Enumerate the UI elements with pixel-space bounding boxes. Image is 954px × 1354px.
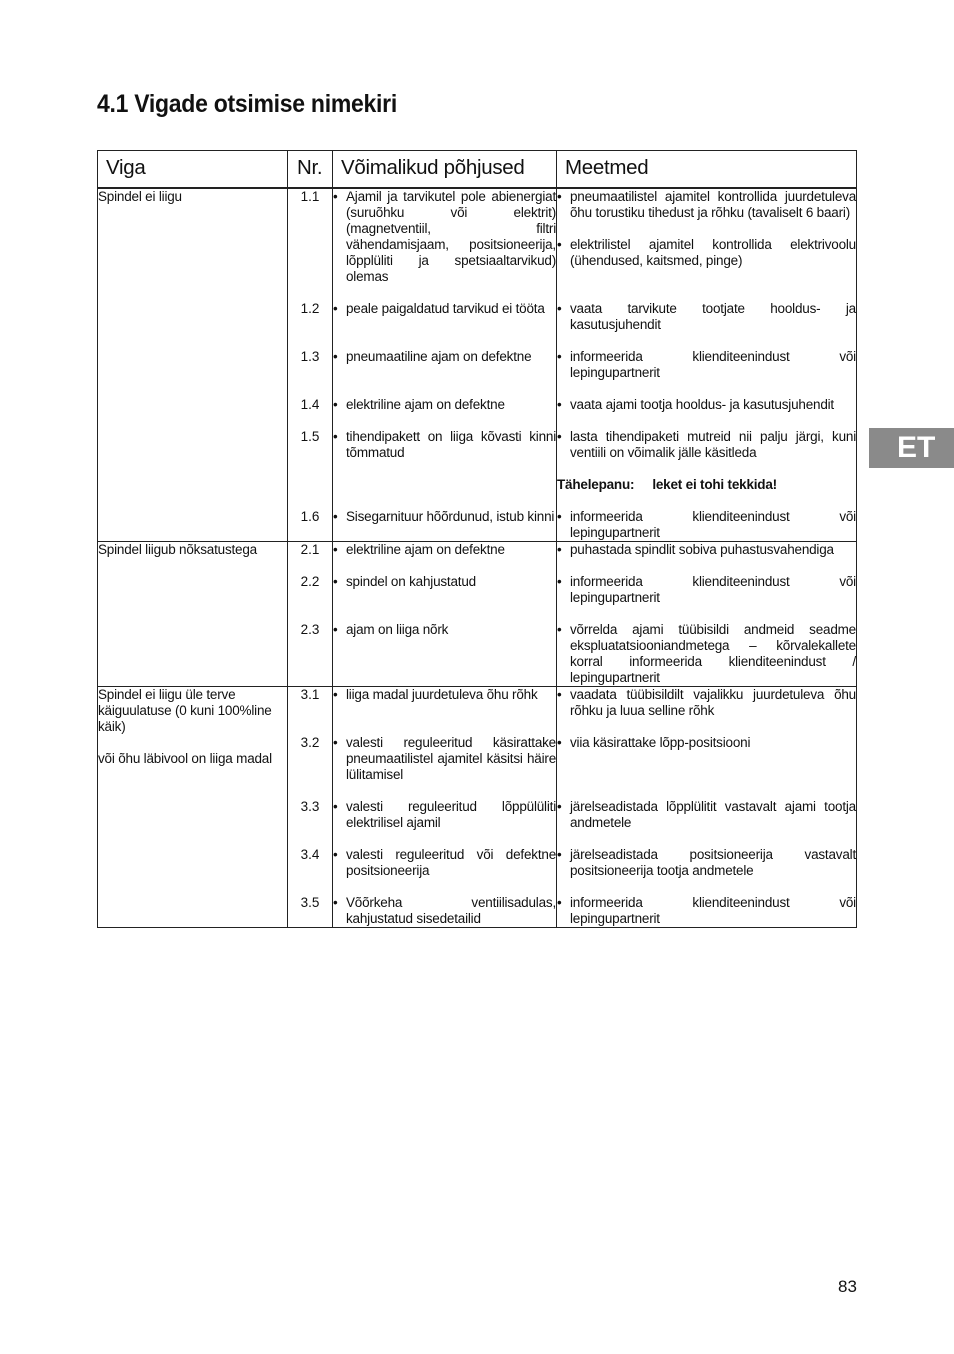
nr-cell	[288, 686, 333, 927]
row-number: 3.4	[300, 846, 320, 862]
fault-text: Spindel liigub nõksatustega	[98, 541, 257, 557]
measure-group	[557, 622, 856, 686]
cause-group	[333, 687, 556, 719]
cause-item-text: Ajamil ja tarvikutel pole abienergiat (suruõhku või elektrit) (magnetventiil, filtri vähendamisjaam, positsioneerija, lõpplüliti ja spetsiaaltarvikud) olemas	[346, 188, 556, 284]
measure-item	[557, 574, 856, 606]
measure-item	[557, 735, 856, 751]
cause-group	[333, 301, 556, 333]
bullet-icon: •	[557, 508, 562, 524]
fault-cell	[98, 686, 288, 927]
measure-item-text: järelseadistada lõpplülitit vastavalt ajami tootja andmetele	[570, 798, 856, 830]
warning-text: leket ei tohi tekkida!	[652, 476, 777, 492]
measure-group	[557, 735, 856, 783]
cause-item-text: tihendipakett on liiga kõvasti kinni tõmmatud	[346, 428, 556, 460]
cause-item-text: valesti reguleeritud või defektne positsioneerija	[346, 846, 556, 878]
causes-cell	[333, 686, 557, 927]
causes-cell	[333, 541, 557, 686]
measure-group	[557, 509, 856, 541]
measure-item	[557, 189, 856, 221]
cause-item-text: Võõrkeha ventiilisadulas, kahjustatud sisedetailid	[346, 894, 556, 926]
bullet-icon: •	[557, 428, 562, 444]
cause-item-text: pneumaatiline ajam on defektne	[346, 348, 532, 364]
cause-item	[333, 189, 556, 285]
measure-item-text: informeerida klienditeenindust või lepingupartnerit	[570, 348, 856, 380]
bullet-icon: •	[557, 686, 562, 702]
row-number: 1.1	[300, 188, 320, 204]
bullet-icon: •	[333, 798, 338, 814]
bullet-icon: •	[557, 236, 562, 252]
bullet-icon: •	[557, 621, 562, 637]
fault-text: või õhu läbivool on liiga madal	[98, 750, 272, 766]
measure-group	[557, 349, 856, 381]
measure-item	[557, 429, 856, 461]
nr-cell	[288, 541, 333, 686]
measure-group	[557, 687, 856, 719]
cause-item-text: peale paigaldatud tarvikud ei tööta	[346, 300, 545, 316]
cause-item	[333, 799, 556, 831]
cause-item	[333, 397, 556, 413]
row-number: 2.1	[300, 541, 320, 557]
measures-cell	[557, 188, 857, 542]
cause-item	[333, 687, 556, 703]
fault-text: Spindel ei liigu	[98, 188, 182, 204]
cause-group	[333, 574, 556, 606]
bullet-icon: •	[333, 846, 338, 862]
cause-item	[333, 349, 556, 365]
bullet-icon: •	[557, 541, 562, 557]
cause-item	[333, 301, 556, 317]
cause-item	[333, 574, 556, 590]
cause-item-text: Sisegarnituur hõõrdunud, istub kinni	[346, 508, 555, 524]
causes-cell	[333, 188, 557, 542]
bullet-icon: •	[333, 396, 338, 412]
warning-note	[557, 477, 856, 493]
bullet-icon: •	[333, 348, 338, 364]
bullet-icon: •	[333, 573, 338, 589]
cause-group	[333, 189, 556, 285]
page-title: 4.1 Vigade otsimise nimekiri	[97, 90, 397, 118]
table-row	[98, 541, 857, 686]
measure-item-text: puhastada spindlit sobiva puhastusvahendiga	[570, 541, 834, 557]
bullet-icon: •	[557, 798, 562, 814]
cause-group	[333, 397, 556, 413]
bullet-icon: •	[333, 428, 338, 444]
row-number: 1.5	[300, 428, 320, 444]
measure-item	[557, 847, 856, 879]
nr-cell	[288, 188, 333, 542]
cause-item	[333, 895, 556, 927]
measure-item-text: vaata ajami tootja hooldus- ja kasutusjuhendit	[570, 396, 834, 412]
cause-group	[333, 349, 556, 381]
row-number: 1.4	[300, 396, 320, 412]
measure-group	[557, 429, 856, 493]
cause-item-text: spindel on kahjustatud	[346, 573, 476, 589]
row-number: 3.1	[300, 686, 320, 702]
warning-label: Tähelepanu:	[557, 476, 635, 492]
measure-item-text: viia käsirattake lõpp-positsiooni	[570, 734, 751, 750]
troubleshooting-table	[97, 150, 857, 928]
cause-item	[333, 429, 556, 461]
measure-group	[557, 189, 856, 285]
measure-item	[557, 622, 856, 686]
measure-item-text: elektrilistel ajamitel kontrollida elektrivoolu (ühendused, kaitsmed, pinge)	[570, 236, 856, 268]
cause-group	[333, 735, 556, 783]
cause-group	[333, 847, 556, 879]
cause-item	[333, 622, 556, 638]
measure-group	[557, 542, 856, 558]
measure-item	[557, 687, 856, 719]
measure-item-text: lasta tihendipaketi mutreid nii palju järgi, kuni ventiili on võimalik jälle käsitleda	[570, 428, 856, 460]
table-row	[98, 686, 857, 927]
measure-item	[557, 397, 856, 413]
cause-group	[333, 622, 556, 686]
bullet-icon: •	[557, 300, 562, 316]
cause-group	[333, 895, 556, 927]
cause-item-text: liiga madal juurdetuleva õhu rõhk	[346, 686, 538, 702]
measure-item-text: informeerida klienditeenindust või lepingupartnerit	[570, 508, 856, 540]
bullet-icon: •	[557, 846, 562, 862]
header-measures: Meetmed	[557, 151, 857, 188]
row-number: 2.2	[300, 573, 320, 589]
measure-item-text: vaadata tüübisildilt vajalikku juurdetuleva õhu rõhku ja luua selline rõhk	[570, 686, 856, 718]
bullet-icon: •	[557, 734, 562, 750]
header-nr: Nr.	[288, 151, 333, 188]
measure-item-text: vaata tarvikute tootjate hooldus- ja kasutusjuhendit	[570, 300, 856, 332]
bullet-icon: •	[557, 348, 562, 364]
bullet-icon: •	[333, 686, 338, 702]
cause-item-text: elektriline ajam on defektne	[346, 541, 505, 557]
cause-item-text: elektriline ajam on defektne	[346, 396, 505, 412]
measure-item-text: pneumaatilistel ajamitel kontrollida juurdetuleva õhu torustiku tihedust ja rõhku (tavaliselt 6 baari)	[570, 188, 856, 220]
row-number: 1.6	[300, 508, 320, 524]
bullet-icon: •	[333, 621, 338, 637]
cause-item	[333, 509, 556, 525]
measure-group	[557, 799, 856, 831]
bullet-icon: •	[333, 188, 338, 204]
measure-item	[557, 349, 856, 381]
measure-group	[557, 397, 856, 413]
bullet-icon: •	[557, 573, 562, 589]
bullet-icon: •	[557, 894, 562, 910]
measure-item	[557, 895, 856, 927]
bullet-icon: •	[333, 541, 338, 557]
cause-item-text: ajam on liiga nõrk	[346, 621, 449, 637]
cause-item	[333, 735, 556, 783]
fault-cell	[98, 541, 288, 686]
measure-group	[557, 847, 856, 879]
language-tab: ET	[869, 428, 954, 468]
measure-item-text: järelseadistada positsioneerija vastavalt positsioneerija tootja andmetele	[570, 846, 856, 878]
measures-cell	[557, 686, 857, 927]
cause-item-text: valesti reguleeritud lõppülüliti elektrilisel ajamil	[346, 798, 556, 830]
row-number: 3.2	[300, 734, 320, 750]
measure-item	[557, 799, 856, 831]
measure-item	[557, 301, 856, 333]
bullet-icon: •	[333, 508, 338, 524]
measure-item-text: informeerida klienditeenindust või lepingupartnerit	[570, 894, 856, 926]
measure-group	[557, 301, 856, 333]
row-number: 3.5	[300, 894, 320, 910]
bullet-icon: •	[333, 300, 338, 316]
header-causes: Võimalikud põhjused	[333, 151, 557, 188]
cause-item	[333, 847, 556, 879]
measure-item	[557, 237, 856, 269]
measure-group	[557, 895, 856, 927]
measure-item-text: võrrelda ajami tüübisildi andmeid seadme ekspluatatsiooniandmetega – kõrvalekallete korral informeerida klienditeenindust / lepingupartnerit	[570, 621, 856, 685]
row-number: 1.2	[300, 300, 320, 316]
measure-item	[557, 509, 856, 541]
row-number: 1.3	[300, 348, 320, 364]
measure-item	[557, 542, 856, 558]
fault-cell	[98, 188, 288, 542]
row-number: 2.3	[300, 621, 320, 637]
bullet-icon: •	[333, 734, 338, 750]
measures-cell	[557, 541, 857, 686]
header-viga: Viga	[98, 151, 288, 188]
page-number: 83	[838, 1277, 857, 1296]
table-row	[98, 188, 857, 542]
cause-group	[333, 429, 556, 493]
table-header-row	[98, 151, 857, 188]
measure-group	[557, 574, 856, 606]
fault-text: Spindel ei liigu üle terve käiguulatuse (0 kuni 100%line käik)	[98, 686, 272, 734]
measure-item-text: informeerida klienditeenindust või lepingupartnerit	[570, 573, 856, 605]
cause-item-text: valesti reguleeritud käsirattake pneumaatilistel ajamitel käsitsi häire lülitamisel	[346, 734, 556, 782]
bullet-icon: •	[557, 188, 562, 204]
cause-group	[333, 509, 556, 541]
cause-item	[333, 542, 556, 558]
bullet-icon: •	[333, 894, 338, 910]
cause-group	[333, 542, 556, 558]
bullet-icon: •	[557, 396, 562, 412]
cause-group	[333, 799, 556, 831]
row-number: 3.3	[300, 798, 320, 814]
